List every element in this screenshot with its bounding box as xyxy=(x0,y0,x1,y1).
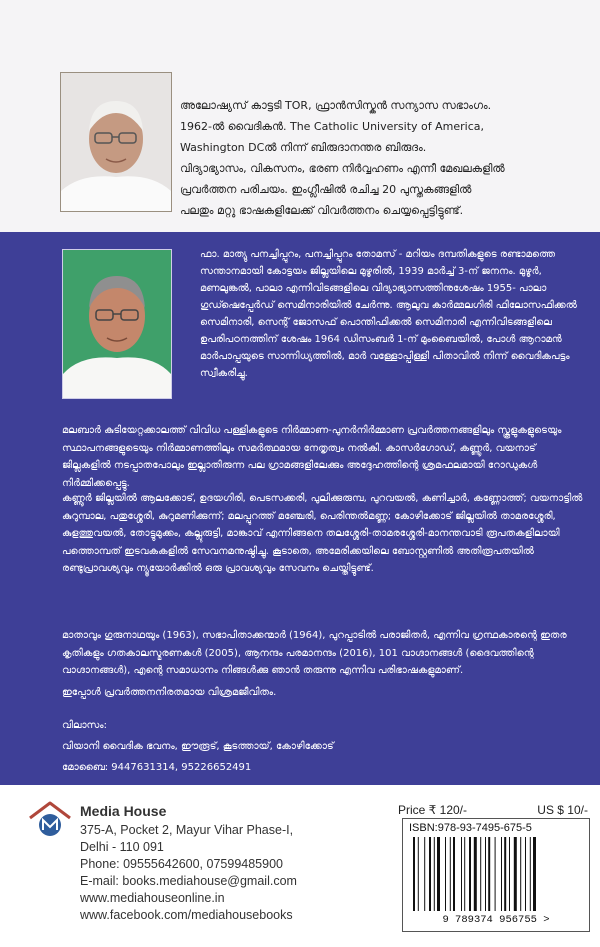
author1-bio xyxy=(180,95,580,221)
current-status: ഇപ്പോൾ പ്രവർത്തനനിരതമായ വിശ്രമജീവിതം. xyxy=(62,687,277,698)
parishes-paragraph: കണ്ണൂർ ജില്ലയിൽ ആലക്കോട്, ഉദയഗിരി, പെടസക്കരി, പുലിക്കുരുമ്പ, പുറവയൽ, കണിച്ചാർ, കണ്ണോത്ത്; വയനാട്ടിൽ കുറുമ്പാല, പതുശ്ശേരി, കുറുമണിക്കുന്ന്; മലപ്പുറത്ത് മഞ്ചേരി, പെരിന്തൽമണ്ണ; കോഴിക്കോട് ജില്ലയിൽ താമരശ്ശേരി, കുളത്തുവയൽ, തോട്ടുമുക്കം, കല്ലുരുട്ടി, മാങ്കാവ് എന്നിങ്ങനെ തലശ്ശേരി-താമരശ്ശേരി-മാനന്തവാടി രൂപതകളിലായി പത്തൊമ്പത് ഇടവകകളിൽ സേവനമനുഷ്ഠിച്ചു. കൂടാതെ, അമേരിക്കയിലെ ബോസ്റ്റണിൽ അതിരൂപതയിൽ രണ്ടുപ്രാവശ്യവും ന്യൂയോർക്കിൽ ഒരു പ്രാവശ്യവും സേവനം ചെയ്തിട്ടുണ്ട്. xyxy=(62,493,583,574)
barcode-bar xyxy=(495,837,496,911)
barcode-bar xyxy=(525,837,526,911)
barcode-bar xyxy=(429,837,431,911)
barcode-bar xyxy=(461,837,462,911)
publisher-phone: Phone: 09555642600, 07599485900 xyxy=(80,857,283,871)
isbn-barcode-box xyxy=(402,818,590,932)
price-line xyxy=(398,803,588,817)
author1-bio-line: പലതും മറ്റു ഭാഷകളിലേക്ക് വിവർത്തനം ചെയ്യപ്പെട്ടിട്ടുണ്ട്. xyxy=(180,204,464,217)
publisher-name: Media House xyxy=(80,803,167,819)
author1-photo xyxy=(60,72,172,212)
barcode-bar xyxy=(453,837,455,911)
barcode-bar xyxy=(533,837,536,911)
barcode-bar xyxy=(520,837,521,911)
author2-photo xyxy=(62,249,172,399)
author1-bio-line: 1962-ൽ വൈദികൻ. The Catholic University of America, xyxy=(180,120,484,133)
barcode-graphic xyxy=(409,837,581,911)
address-text: വിയാനി വൈദിക ഭവനം, ഈരൂട്, കൂടത്തായ്, കോഴിക്കോട് xyxy=(62,741,334,752)
barcode-bar xyxy=(464,837,465,911)
publisher-facebook: www.facebook.com/mediahousebooks xyxy=(80,908,293,922)
barcode-bar xyxy=(434,837,435,911)
barcode-bar xyxy=(437,837,440,911)
barcode-bar xyxy=(501,837,502,911)
author1-bio-line: Washington DCൽ നിന്ന് ബിരുദാനന്തര ബിരുദം. xyxy=(180,141,427,154)
author1-section xyxy=(0,0,600,232)
publisher-details xyxy=(80,822,297,924)
barcode-bar xyxy=(480,837,481,911)
barcode-bar xyxy=(488,837,490,911)
author1-bio-line: പ്രവർത്തന പരിചയം. ഇംഗ്ലീഷിൽ രചിച്ച 20 പുസ്തകങ്ങളിൽ xyxy=(180,183,472,196)
barcode-bar xyxy=(485,837,486,911)
barcode-bar xyxy=(530,837,531,911)
address-label: വിലാസം: xyxy=(62,720,107,731)
price-usd: US $ 10/- xyxy=(537,803,588,817)
author2-panel xyxy=(0,232,600,785)
author2-bio: ഫാ. മാത്യു പനച്ചിപ്പുറം, പനച്ചിപ്പുറം തോമസ് - മറിയം ദമ്പതികളുടെ രണ്ടാമത്തെ സന്താനമായി കോട്ടയം ജില്ലയിലെ മുഴൂരിൽ, 1939 മാർച്ച് 3-ന് ജനനം. മുഴൂർ, മണലുങ്കൽ, പാലാ എന്നിവിടങ്ങളിലെ വിദ്യാഭ്യാസത്തിനുശേഷം 1955- പാലാ ഗുഡ്ഷെപ്പേർഡ് സെമിനാരിയിൽ ചേർന്നു. ആലുവ കാർമ്മലഗിരി ഫിലോസഫിക്കൽ സെമിനാരി, സെന്റ് ജോസഫ് പൊന്തിഫിക്കൽ സെമിനാരി എന്നിവിടങ്ങളിലെ ഉപരിപഠനത്തിന് ശേഷം 1964 ഡിസംബർ 1-ന് മുംബൈയിൽ, പോൾ ആറാമൻ മാർപാപ്പയുടെ സാന്നിധ്യത്തിൽ, മാർ വള്ളോപ്പിള്ളി പിതാവിൽ നിന്ന് വൈദികപട്ടം സ്വീകരിച്ചു. xyxy=(200,249,577,379)
barcode-bar xyxy=(445,837,446,911)
author-phone: മോബൈ: 9447631314, 95226652491 xyxy=(62,762,252,773)
service-paragraph: മലബാർ കുടിയേറ്റക്കാലത്ത് വിവിധ പള്ളികളുടെ നിർമ്മാണ-പുനർനിർമ്മാണ പ്രവർത്തനങ്ങളിലും സ്കൂളുകളുടെയും സ്ഥാപനങ്ങളുടെയും നിർമ്മാണത്തിലും സമർത്ഥമായ നേതൃത്വം നൽകി. കാസർഗോഡ്, കണ്ണൂർ, വയനാട് ജില്ലകളിൽ നടപ്പാതപോലും ഇല്ലാതിരുന്ന പല ഗ്രാമങ്ങളിലേക്കും അദ്ദേഹത്തിന്റെ ശ്രമഫലമായി റോഡുകൾ നിർമ്മിക്കപ്പെട്ടു. xyxy=(62,425,562,489)
publisher-website: www.mediahouseonline.in xyxy=(80,891,225,905)
media-house-logo-icon xyxy=(28,800,72,838)
barcode-bar xyxy=(424,837,425,911)
publisher-address-line: Delhi - 110 091 xyxy=(80,840,164,854)
isbn-label: ISBN:978-93-7495-675-5 xyxy=(409,822,532,834)
author1-bio-line: വിദ്യാഭ്യാസം, വികസനം, ഭരണ നിർവ്വഹണം എന്നീ മേഖലകളിൽ xyxy=(180,162,505,175)
barcode-bar xyxy=(474,837,477,911)
barcode-bar xyxy=(504,837,506,911)
publisher-email: E-mail: books.mediahouse@gmail.com xyxy=(80,874,297,888)
publisher-address-line: 375-A, Pocket 2, Mayur Vihar Phase-I, xyxy=(80,823,294,837)
author1-bio-line: അലോഷ്യസ് കാട്ടടി TOR, ഫ്രാൻസിസ്കൻ സന്യാസ സഭാംഗം. xyxy=(180,99,492,112)
barcode-bar xyxy=(450,837,451,911)
barcode-bar xyxy=(413,837,415,911)
barcode-bar xyxy=(418,837,419,911)
price-inr: Price ₹ 120/- xyxy=(398,803,467,817)
barcode-bar xyxy=(514,837,517,911)
barcode-bar xyxy=(469,837,471,911)
works-paragraph: മാതാവും ഗുരുനാഥയും (1963), സഭാപിതാക്കന്മാർ (1964), പുറപ്പാടിൽ പരാജിതർ, എന്നിവ ഗ്രന്ഥകാരന്റെ ഇതര കൃതികളും ഗതകാലസ്മരണകൾ (2005), ആനന്ദം പരമാനന്ദം (2016), 101 വാഗ്ദാനങ്ങൾ (ദൈവത്തിന്റെ വാഗ്ദാനങ്ങൾ), എന്റെ സമാധാനം നിങ്ങൾക്കു ഞാൻ തരുന്നു എന്നിവ പരിഭാഷകളുമാണ്. xyxy=(62,630,567,676)
isbn-digits: 9 789374 956755 > xyxy=(442,914,550,926)
barcode-bar xyxy=(509,837,510,911)
